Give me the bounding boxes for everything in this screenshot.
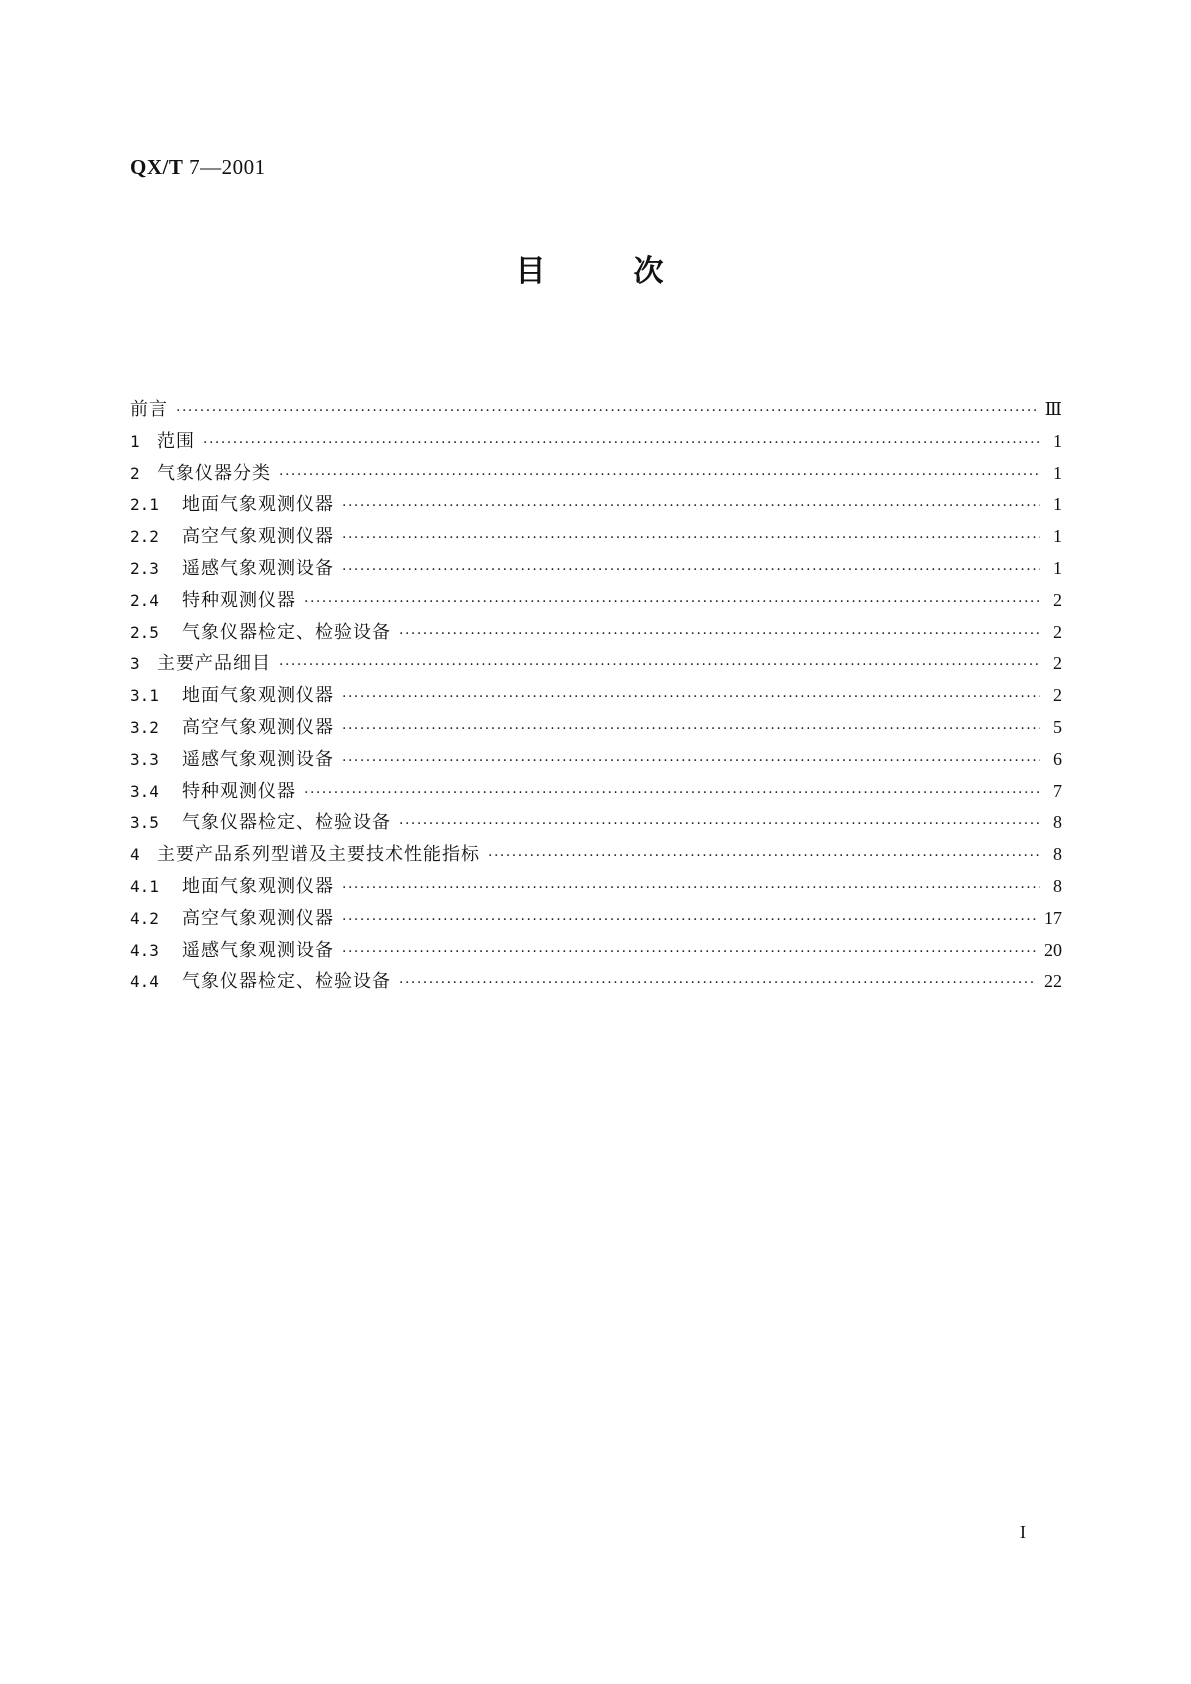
toc-dot-leader	[342, 753, 1040, 769]
toc-entry-label: 高空气象观测仪器	[182, 526, 334, 548]
toc-entry-number: 4	[130, 845, 140, 865]
toc-entry-label: 地面气象观测仪器	[182, 875, 334, 897]
toc-entry[interactable]	[130, 427, 1062, 459]
toc-dot-leader	[342, 689, 1040, 705]
toc-entry[interactable]	[130, 840, 1062, 872]
toc-entry-label: 地面气象观测仪器	[182, 494, 334, 516]
toc-dot-leader	[342, 912, 1036, 928]
toc-entry-number: 2.5	[130, 622, 159, 642]
toc-entry-page: 20	[1044, 939, 1062, 960]
toc-entry-page: 5	[1053, 716, 1062, 737]
toc-entry-number: 3.3	[130, 749, 159, 769]
toc-entry[interactable]	[130, 522, 1062, 554]
toc-entry-label: 气象仪器检定、检验设备	[182, 971, 391, 993]
toc-entry[interactable]	[130, 936, 1062, 968]
toc-entry-number: 3	[130, 654, 140, 674]
toc-dot-leader	[342, 562, 1040, 578]
toc-dot-leader	[399, 975, 1036, 991]
toc-entry[interactable]	[130, 395, 1062, 427]
toc-entry-label: 遥感气象观测设备	[182, 939, 334, 961]
toc-entry-label: 范围	[157, 430, 195, 452]
toc-entry-page: 2	[1053, 621, 1062, 642]
toc-entry[interactable]	[130, 681, 1062, 713]
toc-entry[interactable]	[130, 872, 1062, 904]
toc-entry[interactable]	[130, 649, 1062, 681]
toc-entry[interactable]	[130, 967, 1062, 999]
toc-entry-number: 2	[130, 463, 140, 483]
toc-entry-number: 2.3	[130, 558, 159, 578]
toc-entry[interactable]	[130, 904, 1062, 936]
toc-entry[interactable]	[130, 490, 1062, 522]
toc-entry-number: 3.2	[130, 717, 159, 737]
toc-entry-page: 6	[1053, 748, 1062, 769]
toc-entry-page: 8	[1053, 812, 1062, 833]
document-code	[130, 155, 266, 180]
toc-entry-page: 2	[1053, 685, 1062, 706]
toc-dot-leader	[176, 403, 1037, 419]
toc-dot-leader	[342, 721, 1040, 737]
table-of-contents	[130, 395, 1062, 999]
toc-entry-label: 地面气象观测仪器	[182, 685, 334, 707]
toc-entry-page: 22	[1044, 971, 1062, 992]
toc-entry-label: 主要产品细目	[157, 653, 271, 675]
toc-dot-leader	[342, 530, 1040, 546]
toc-entry[interactable]	[130, 554, 1062, 586]
toc-entry-page: 8	[1053, 844, 1062, 865]
toc-dot-leader	[203, 435, 1040, 451]
toc-entry-label: 气象仪器检定、检验设备	[182, 812, 391, 834]
toc-dot-leader	[342, 880, 1040, 896]
toc-entry-page: 2	[1053, 589, 1062, 610]
toc-dot-leader	[342, 498, 1040, 514]
toc-entry-label: 特种观测仪器	[182, 780, 296, 802]
toc-entry-label: 前言	[130, 399, 168, 420]
toc-entry-page: Ⅲ	[1044, 399, 1062, 419]
toc-entry-label: 高空气象观测仪器	[182, 716, 334, 738]
toc-entry-label: 特种观测仪器	[182, 589, 296, 611]
toc-entry-number: 2.1	[130, 495, 159, 515]
toc-dot-leader	[279, 657, 1040, 673]
toc-dot-leader	[342, 944, 1036, 960]
toc-entry-page: 1	[1053, 462, 1062, 483]
toc-entry[interactable]	[130, 618, 1062, 650]
toc-entry-number: 3.1	[130, 686, 159, 706]
toc-entry-page: 17	[1044, 907, 1062, 928]
toc-entry-label: 高空气象观测仪器	[182, 907, 334, 929]
toc-entry-label: 主要产品系列型谱及主要技术性能指标	[157, 844, 480, 866]
toc-entry-label: 气象仪器检定、检验设备	[182, 621, 391, 643]
toc-dot-leader	[304, 785, 1040, 801]
document-code-number: 7—2001	[183, 155, 266, 179]
toc-entry-page: 1	[1053, 526, 1062, 547]
document-code-prefix: QX/T	[130, 155, 184, 179]
toc-entry-page: 1	[1053, 494, 1062, 515]
toc-dot-leader	[399, 626, 1040, 642]
toc-entry[interactable]	[130, 459, 1062, 491]
toc-dot-leader	[399, 816, 1040, 832]
toc-entry-number: 4.4	[130, 972, 159, 992]
toc-entry-number: 3.4	[130, 781, 159, 801]
toc-entry-page: 1	[1053, 430, 1062, 451]
toc-entry-number: 2.4	[130, 590, 159, 610]
toc-entry-number: 1	[130, 431, 140, 451]
toc-dot-leader	[279, 467, 1040, 483]
toc-title: 目次	[515, 254, 752, 289]
toc-entry[interactable]	[130, 745, 1062, 777]
toc-entry[interactable]	[130, 586, 1062, 618]
toc-entry-label: 气象仪器分类	[157, 462, 271, 484]
toc-dot-leader	[488, 848, 1040, 864]
toc-entry-number: 3.5	[130, 813, 159, 833]
toc-entry-label: 遥感气象观测设备	[182, 557, 334, 579]
toc-dot-leader	[304, 594, 1040, 610]
toc-entry-number: 4.1	[130, 876, 159, 896]
toc-entry-page: 2	[1053, 653, 1062, 674]
toc-entry[interactable]	[130, 777, 1062, 809]
toc-entry-number: 4.3	[130, 940, 159, 960]
toc-entry[interactable]	[130, 713, 1062, 745]
toc-entry-number: 4.2	[130, 908, 159, 928]
toc-entry-label: 遥感气象观测设备	[182, 748, 334, 770]
toc-entry-page: 1	[1053, 557, 1062, 578]
toc-entry-number: 2.2	[130, 527, 159, 547]
toc-entry-page: 8	[1053, 875, 1062, 896]
toc-entry-page: 7	[1053, 780, 1062, 801]
toc-entry[interactable]	[130, 808, 1062, 840]
page-number: I	[1020, 1522, 1026, 1542]
